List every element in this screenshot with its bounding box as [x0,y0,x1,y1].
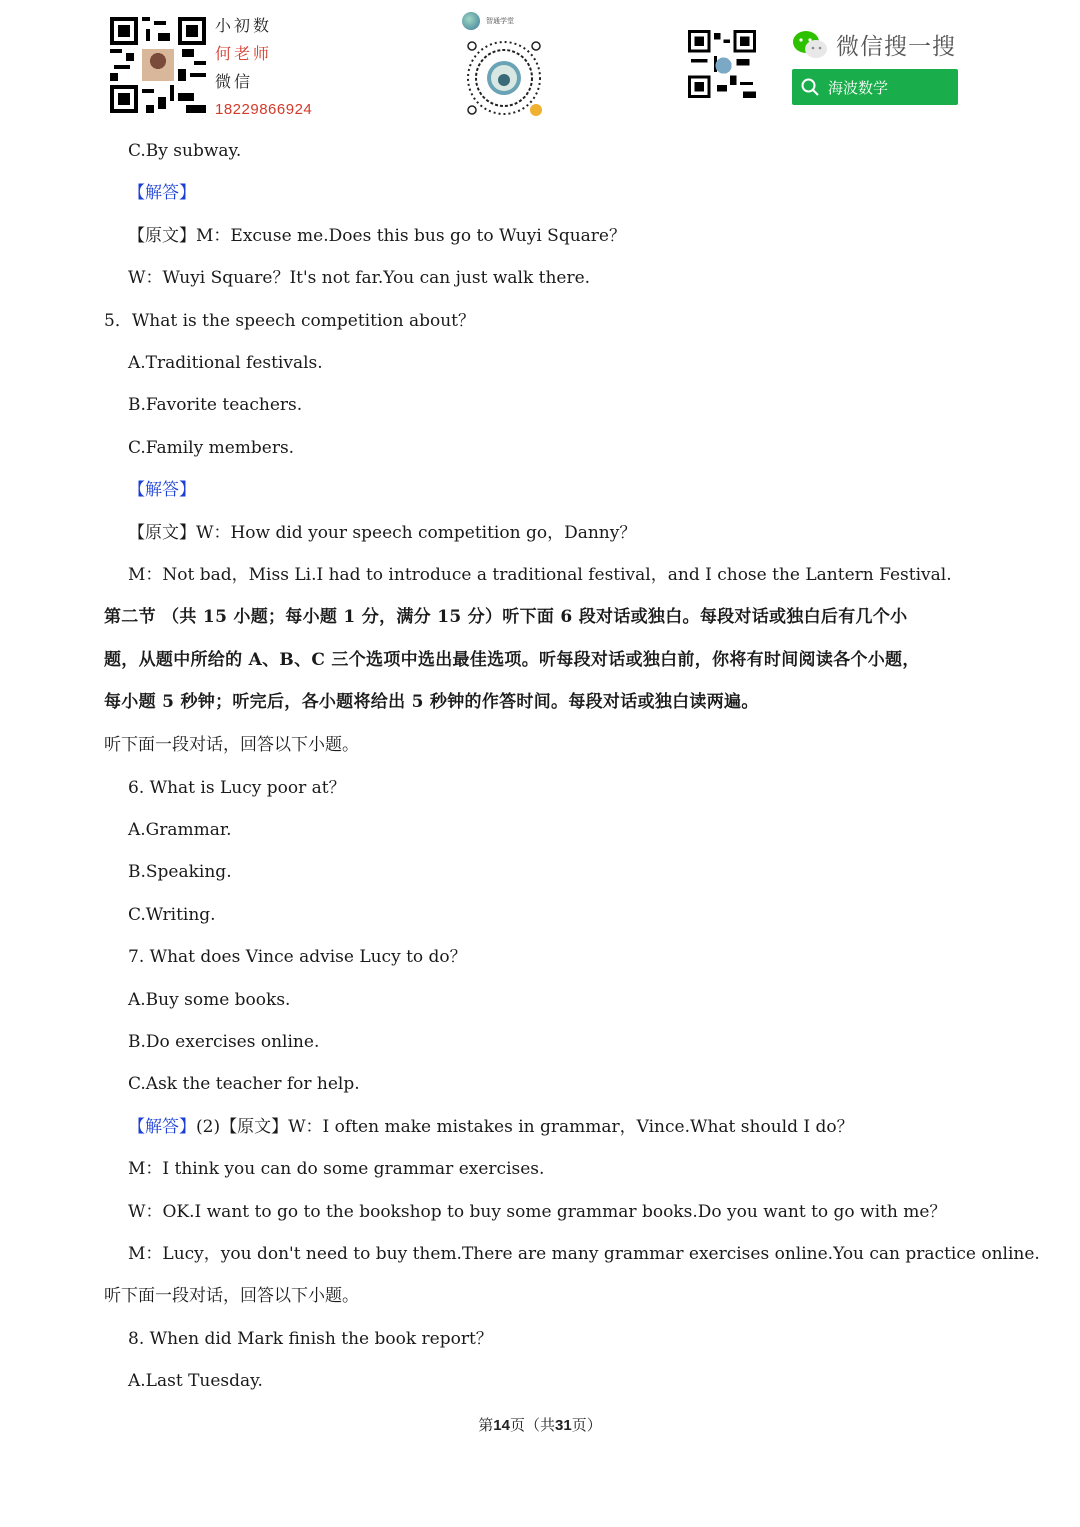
transcript-line: W：OK.I want to go to the bookshop to buy some grammar books.Do you want to go with me？ [128,1202,947,1222]
teacher-line-3: 微信 [215,72,254,91]
transcript-line: 【原文】M：Excuse me.Does this bus go to Wuyi Square？ [128,226,626,246]
page-footer [0,1414,1080,1435]
option-text: C.Ask the teacher for help. [128,1074,360,1094]
question-text: 6. What is Lucy poor at？ [128,778,346,798]
option-text: A.Traditional festivals. [128,353,323,373]
option-text: A.Last Tuesday. [128,1371,263,1391]
question-text: 8. When did Mark finish the book report？ [128,1329,493,1349]
brand-header [462,12,514,30]
total-page-number: 31 [555,1417,572,1434]
answer-label: 【解答】 [128,183,196,203]
footer-post: 页） [571,1416,602,1434]
section-instructions: 每小题 5 秒钟；听完后，各小题将给出 5 秒钟的作答时间。每段对话或独白读两遍。 [104,692,759,712]
option-text: A.Buy some books. [128,990,291,1010]
brand-name: 智通学堂 [486,18,514,25]
current-page-number: 14 [493,1417,510,1434]
transcript-line: M：Lucy，you don't need to buy them.There are many grammar exercises online.You can practice online. [128,1244,1040,1264]
transcript-text: (2)【原文】W：I often make mistakes in grammar，Vince.What should I do？ [196,1117,854,1137]
option-text: B.Speaking. [128,862,232,882]
wechat-search-label: 微信搜一搜 [836,34,956,60]
answer-label: 【解答】 [128,480,196,500]
teacher-line-1: 小初数 [215,16,273,35]
listening-prompt: 听下面一段对话，回答以下小题。 [104,1286,359,1306]
section-instructions: 第二节 （共 15 小题；每小题 1 分，满分 15 分）听下面 6 段对话或独白。每段对话或独白后有几个小 [104,607,908,627]
section-instructions: 题，从题中所给的 A、B、C 三个选项中选出最佳选项。听每段对话或独白前，你将有时间阅读各个小题， [104,650,920,670]
search-icon [800,77,820,97]
teacher-phone: 18229866924 [215,101,313,118]
listening-prompt: 听下面一段对话，回答以下小题。 [104,735,359,755]
option-text: C.By subway. [128,141,242,161]
transcript-line: M：I think you can do some grammar exercises. [128,1159,545,1179]
question-text: 5．What is the speech competition about？ [104,311,475,331]
option-text: C.Family members. [128,438,295,458]
transcript-line [128,1115,854,1139]
mini-program-code-image [466,40,542,116]
teacher-line-2: 何老师 [215,44,273,63]
option-text: C.Writing. [128,905,216,925]
option-text: A.Grammar. [128,820,232,840]
teacher-contact [215,12,312,124]
qr-code-image-2 [688,30,756,98]
wechat-search-box [792,69,958,105]
wechat-search-badge [792,28,958,105]
wechat-icon [792,30,828,60]
option-text: B.Do exercises online. [128,1032,320,1052]
footer-mid: 页（共 [509,1416,555,1434]
answer-label: 【解答】 [128,1117,196,1137]
qr-code-image [110,17,206,113]
transcript-line: W：Wuyi Square？It's not far.You can just walk there. [128,268,591,288]
wechat-search-text: 海波数学 [828,78,889,97]
brand-logo-icon [462,12,480,30]
transcript-line: M：Not bad，Miss Li.I had to introduce a traditional festival，and I chose the Lantern Festival. [128,565,952,585]
question-text: 7. What does Vince advise Lucy to do？ [128,947,467,967]
option-text: B.Favorite teachers. [128,395,303,415]
transcript-line: 【原文】W：How did your speech competition go，Danny？ [128,523,637,543]
footer-pre: 第 [478,1416,494,1434]
